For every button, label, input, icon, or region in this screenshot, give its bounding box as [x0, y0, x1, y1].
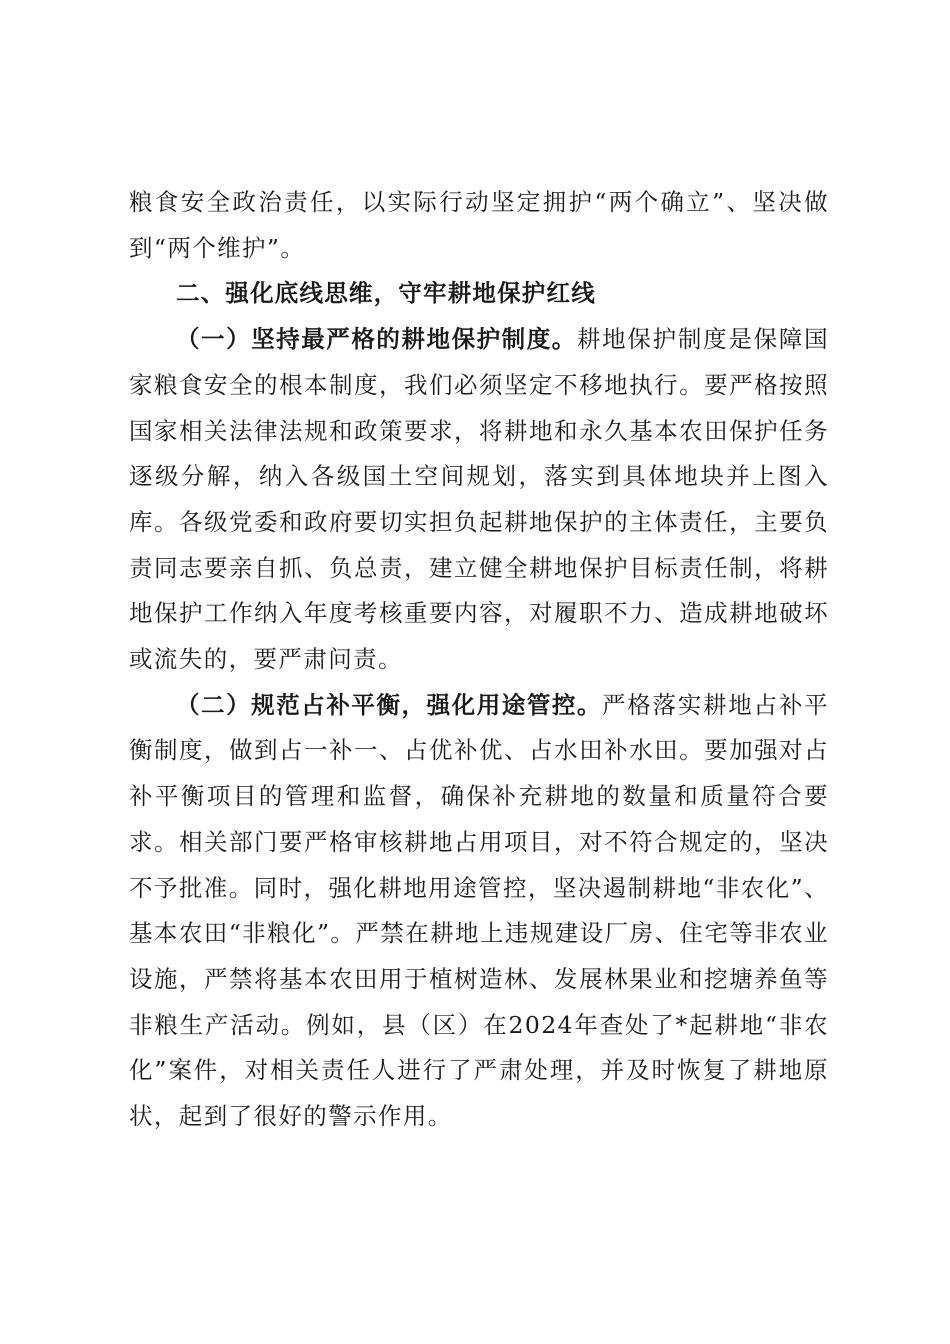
subsection-lead: （一）坚持最严格的耕地保护制度。 — [176, 325, 577, 354]
section-heading-text: 二、强化底线思维，守牢耕地保护红线 — [176, 279, 596, 308]
subsection-lead: （二）规范占补平衡，强化用途管控。 — [176, 690, 603, 719]
paragraph-text: 耕地保护制度是保障国家粮食安全的根本制度，我们必须坚定不移地执行。要严格按照国家相关法律法规和政策要求，将耕地和永久基本农田保护任务逐级分解，纳入各级国土空间规划，落实到具体地块并上图入库。各级党委和政府要切实担负起耕地保护的主体责任，主要负责同志要亲自抓、负总责，建立健全耕地保护目标责任制，将耕地保护工作纳入年度考核重要内容，对履职不力、造成耕地破坏或流失的，要严肃问责。 — [129, 325, 830, 674]
paragraph-text: 粮食安全政治责任，以实际行动坚定拥护“两个确立”、坚决做到“两个维护”。 — [129, 188, 829, 262]
paragraph-subsection-1 — [129, 317, 829, 683]
section-heading — [129, 271, 829, 317]
paragraph-continuation — [129, 180, 829, 271]
document-body — [129, 180, 829, 1140]
paragraph-subsection-2 — [129, 683, 829, 1140]
paragraph-text: 严格落实耕地占补平衡制度，做到占一补一、占优补优、占水田补水田。要加强对占补平衡项目的管理和监督，确保补充耕地的数量和质量符合要求。相关部门要严格审核耕地占用项目，对不符合规定的，坚决不予批准。同时，强化耕地用途管控，坚决遏制耕地“非农化”、基本农田“非粮化”。严禁在耕地上违规建设厂房、住宅等非农业设施，严禁将基本农田用于植树造林、发展林果业和挖塘养鱼等非粮生产活动。例如，县（区）在2024年查处了*起耕地“非农化”案件，对相关责任人进行了严肃处理，并及时恢复了耕地原状，起到了很好的警示作用。 — [129, 690, 829, 1131]
